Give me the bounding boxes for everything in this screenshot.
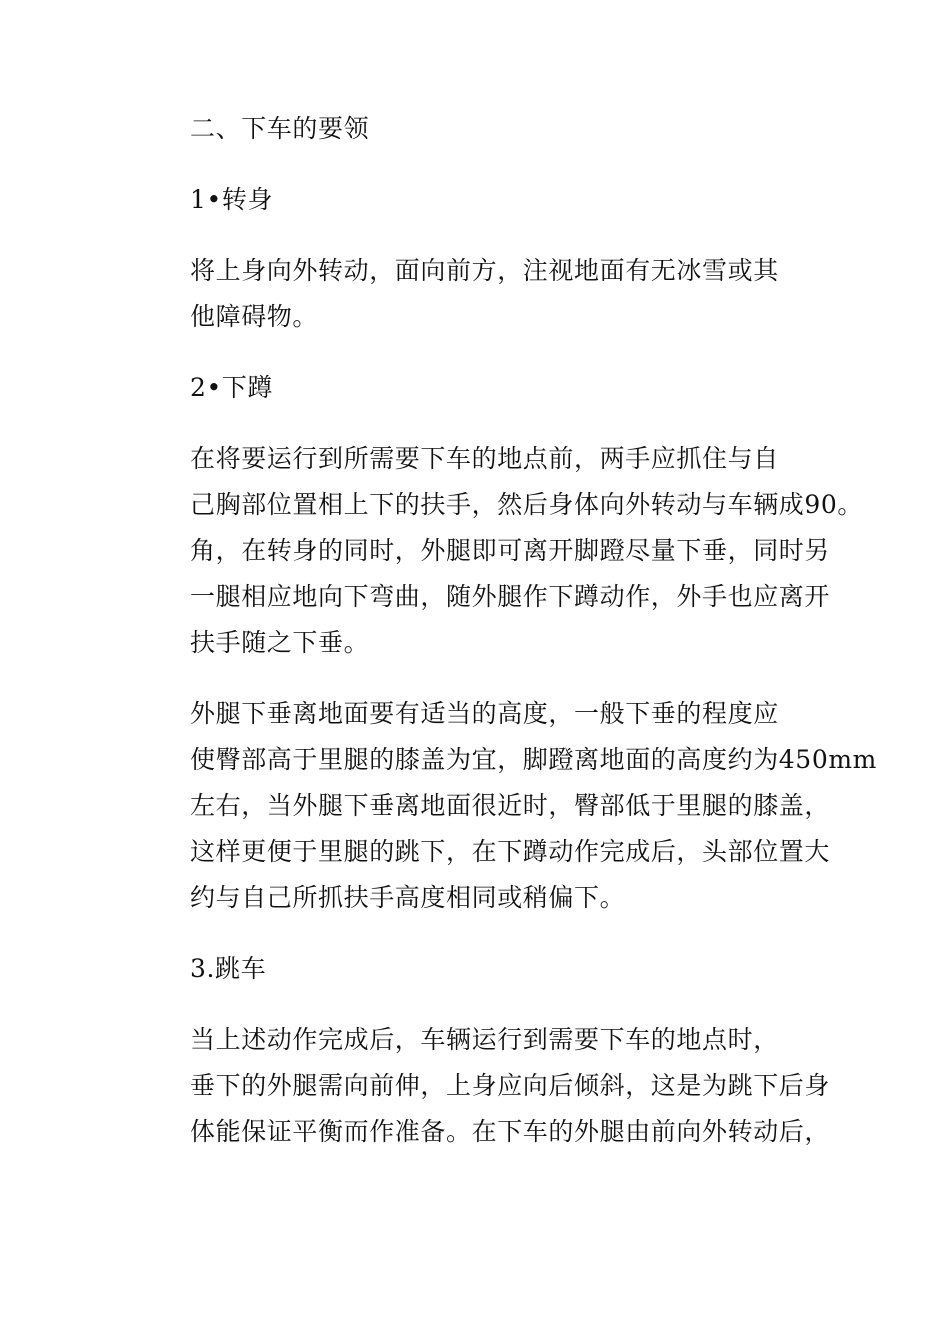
step2-heading: 2•下蹲 (190, 373, 274, 402)
text-line: 左右，当外腿下垂离地面很近时，臀部低于里腿的膝盖， (190, 791, 831, 820)
text-line: 己胸部位置相上下的扶手，然后身体向外转动与车辆成90。 (190, 490, 864, 519)
text-line: 将上身向外转动，面向前方，注视地面有无冰雪或其 (190, 256, 779, 285)
text-line: 当上述动作完成后，车辆运行到需要下车的地点时， (190, 1025, 779, 1054)
step1-paragraph (138, 248, 798, 340)
section-title: 二、下车的要领 (190, 114, 370, 143)
text-line: 外腿下垂离地面要有适当的高度，一般下垂的程度应 (190, 699, 779, 728)
text-line: 体能保证平衡而作准备。在下车的外腿由前向外转动后， (190, 1117, 831, 1146)
document-body (138, 106, 877, 1180)
text-line: 垂下的外腿需向前伸，上身应向后倾斜，这是为跳下后身 (190, 1071, 831, 1100)
text-line: 在将要运行到所需要下车的地点前，两手应抓住与自 (190, 444, 779, 473)
step2-paragraph-2 (138, 691, 877, 921)
text-line: 使臀部高于里腿的膝盖为宜，脚蹬离地面的高度约为450mm (190, 745, 877, 774)
text-line: 一腿相应地向下弯曲，随外腿作下蹲动作，外手也应离开 (190, 582, 831, 611)
text-line: 他障碍物。 (190, 302, 319, 331)
step2-paragraph-1 (138, 436, 864, 666)
step3-paragraph (138, 1017, 831, 1155)
step3-heading: 3.跳车 (190, 954, 267, 983)
text-line: 这样更便于里腿的跳下，在下蹲动作完成后，头部位置大 (190, 837, 831, 866)
text-line: 角，在转身的同时，外腿即可离开脚蹬尽量下垂，同时另 (190, 536, 831, 565)
step1-heading: 1•转身 (190, 185, 274, 214)
text-line: 约与自己所抓扶手高度相同或稍偏下。 (190, 883, 626, 912)
text-line: 扶手随之下垂。 (190, 628, 370, 657)
